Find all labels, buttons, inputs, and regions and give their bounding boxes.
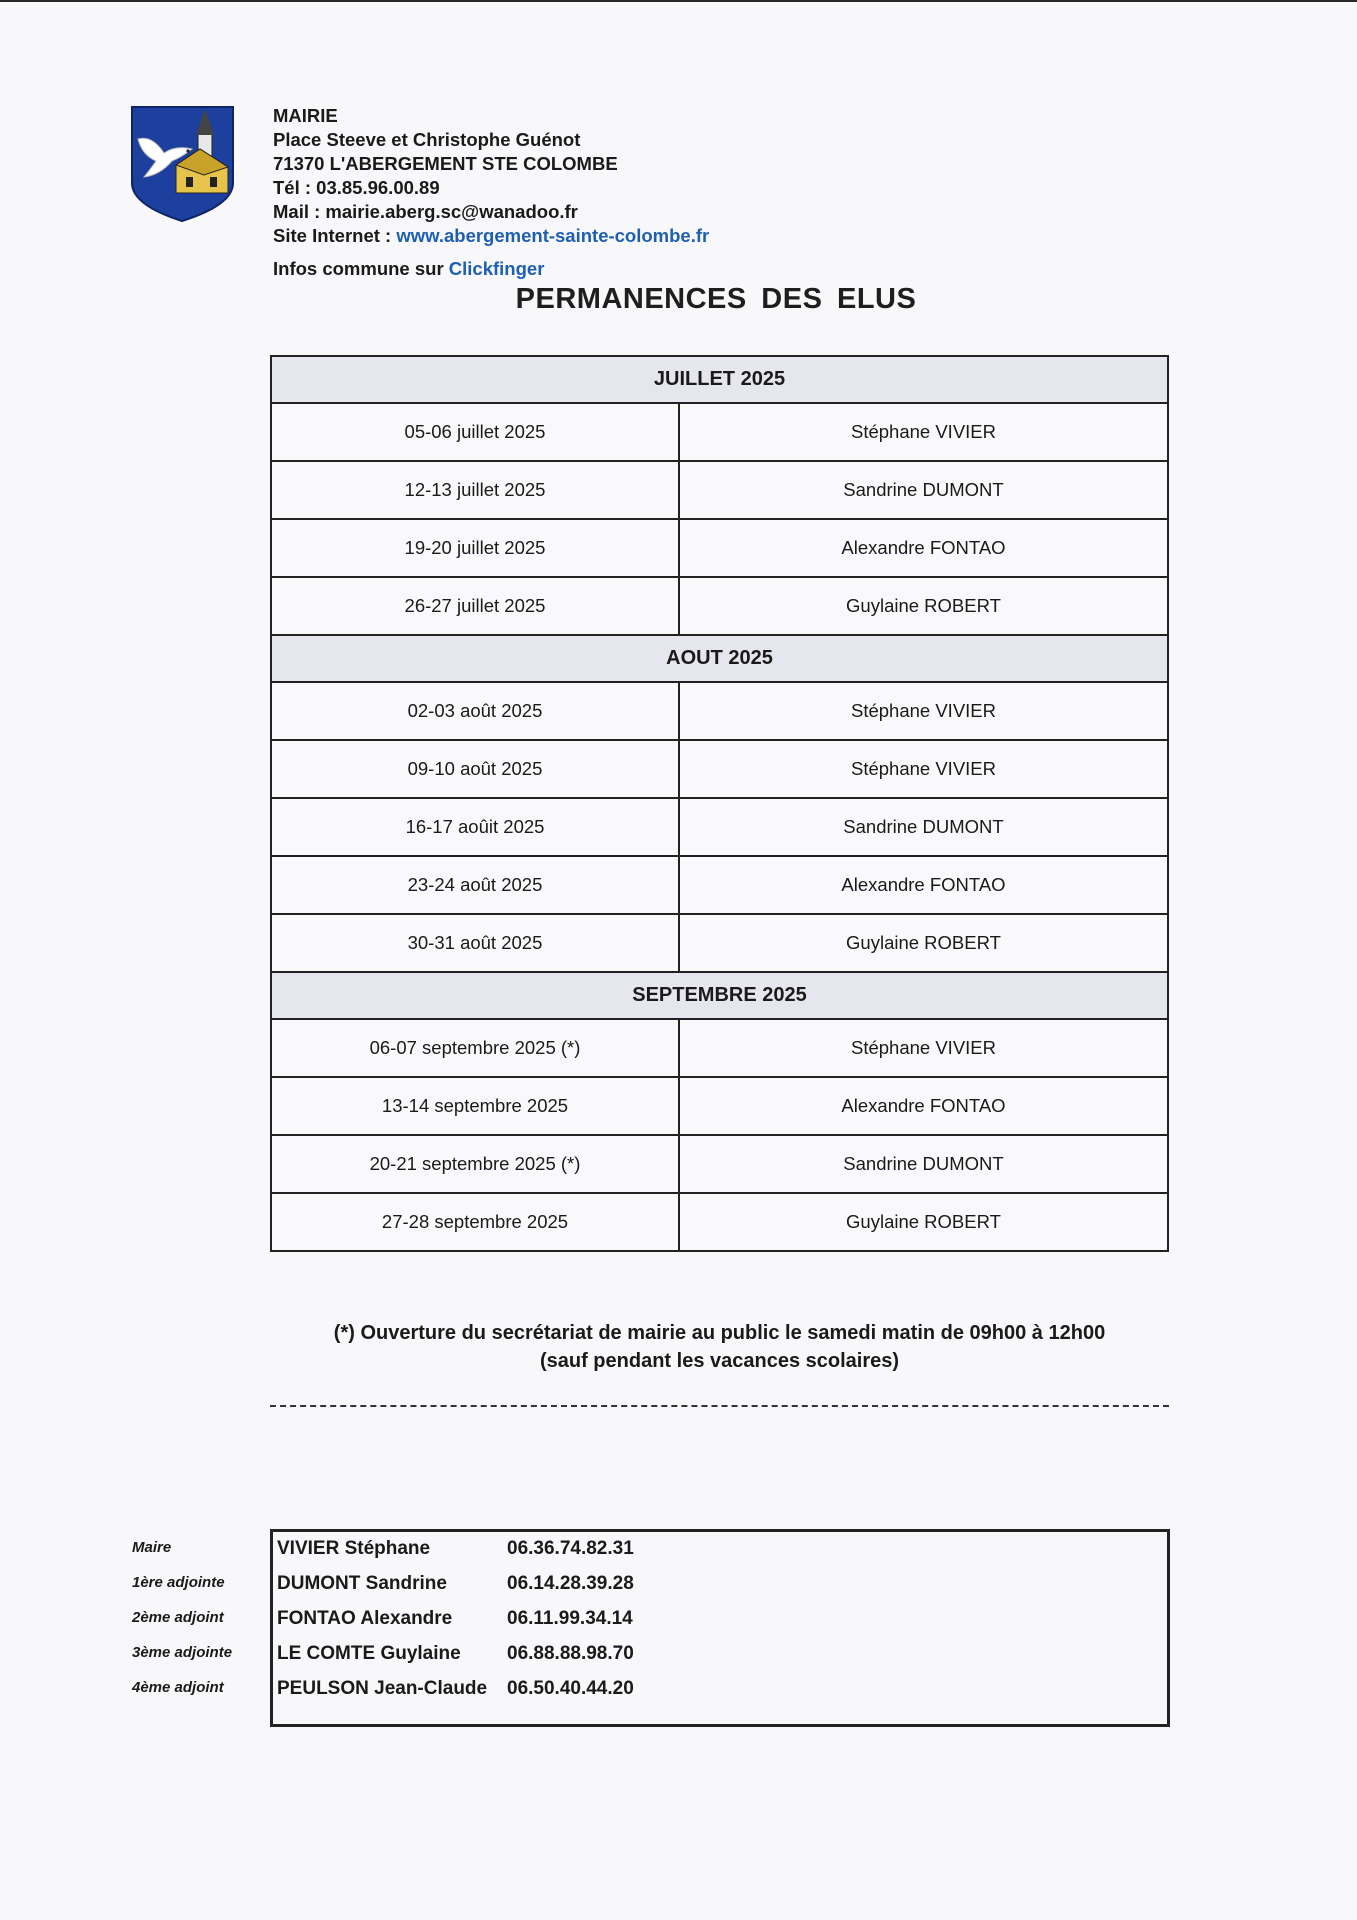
date-cell: 13-14 septembre 2025 — [272, 1078, 680, 1134]
date-cell: 23-24 août 2025 — [272, 857, 680, 913]
phone-label: Tél : — [273, 177, 317, 198]
elu-cell: Sandrine DUMONT — [843, 479, 1004, 500]
coat-of-arms-logo — [130, 105, 235, 223]
contact-name: VIVIER Stéphane — [277, 1538, 431, 1559]
table-row — [272, 462, 1167, 520]
role-labels — [132, 1535, 232, 1710]
opening-hours-note — [270, 1319, 1169, 1375]
elu-cell: Alexandre FONTAO — [841, 1095, 1006, 1116]
mail-address[interactable]: mairie.aberg.sc@wanadoo.fr — [325, 201, 578, 222]
date-cell: 02-03 août 2025 — [272, 683, 680, 739]
table-row — [272, 1020, 1167, 1078]
elu-cell: Stéphane VIVIER — [850, 421, 996, 442]
mairie-title: MAIRIE — [273, 105, 338, 126]
elu-cell: Alexandre FONTAO — [841, 537, 1006, 558]
role-label: 2ème adjoint — [132, 1609, 224, 1626]
note-line-1: (*) Ouverture du secrétariat de mairie au public le samedi matin de 09h00 à 12h00 — [333, 1322, 1106, 1344]
month-header: JUILLET 2025 — [272, 357, 1167, 404]
permanences-table — [270, 355, 1169, 1252]
date-cell: 12-13 juillet 2025 — [272, 462, 680, 518]
role-label: 4ème adjoint — [132, 1679, 224, 1696]
table-row — [272, 578, 1167, 636]
contact-name: LE COMTE Guylaine — [277, 1643, 461, 1664]
date-cell: 06-07 septembre 2025 (*) — [272, 1020, 680, 1076]
contact-row — [273, 1571, 1167, 1606]
date-cell: 26-27 juillet 2025 — [272, 578, 680, 634]
elu-cell: Alexandre FONTAO — [841, 874, 1006, 895]
role-label: Maire — [132, 1539, 172, 1556]
date-cell: 05-06 juillet 2025 — [272, 404, 680, 460]
elu-cell: Stéphane VIVIER — [850, 758, 996, 779]
website-link[interactable]: www.abergement-sainte-colombe.fr — [396, 225, 710, 246]
infos-line — [273, 257, 709, 281]
role-label: 1ère adjointe — [132, 1574, 225, 1591]
contact-row — [273, 1536, 1167, 1571]
elu-cell: Guylaine ROBERT — [846, 1211, 1001, 1232]
contact-name: DUMONT Sandrine — [277, 1573, 447, 1594]
mail-label: Mail : — [273, 201, 326, 222]
month-header: AOUT 2025 — [272, 636, 1167, 683]
phone-number: 03.85.96.00.89 — [316, 177, 440, 198]
elu-cell: Guylaine ROBERT — [846, 595, 1001, 616]
contact-phone: 06.50.40.44.20 — [507, 1678, 634, 1699]
address-line-1: Place Steeve et Christophe Guénot — [273, 129, 581, 150]
contact-phone: 06.14.28.39.28 — [507, 1573, 634, 1594]
table-row — [272, 799, 1167, 857]
contact-row — [273, 1606, 1167, 1641]
table-row — [272, 1194, 1167, 1250]
contact-row — [273, 1676, 1167, 1711]
mairie-header — [273, 104, 709, 281]
table-row — [272, 404, 1167, 462]
date-cell: 20-21 septembre 2025 (*) — [272, 1136, 680, 1192]
contact-phone: 06.88.88.98.70 — [507, 1643, 634, 1664]
table-row — [272, 857, 1167, 915]
phone-line — [273, 176, 709, 200]
page-title: PERMANENCES DES ELUS — [515, 283, 917, 315]
date-cell: 09-10 août 2025 — [272, 741, 680, 797]
table-row — [272, 1078, 1167, 1136]
elu-cell: Sandrine DUMONT — [843, 816, 1004, 837]
elu-cell: Guylaine ROBERT — [846, 932, 1001, 953]
top-border — [0, 0, 1357, 2]
contact-row — [273, 1641, 1167, 1676]
table-row — [272, 915, 1167, 973]
note-line-2: (sauf pendant les vacances scolaires) — [539, 1350, 900, 1372]
contact-phone: 06.11.99.34.14 — [507, 1608, 633, 1629]
mail-line — [273, 200, 709, 224]
address-line-2: 71370 L'ABERGEMENT STE COLOMBE — [273, 153, 618, 174]
website-line — [273, 224, 709, 248]
elu-cell: Stéphane VIVIER — [850, 1037, 996, 1058]
dashed-divider — [270, 1405, 1169, 1407]
month-header: SEPTEMBRE 2025 — [272, 973, 1167, 1020]
elu-cell: Sandrine DUMONT — [843, 1153, 1004, 1174]
website-label: Site Internet : — [273, 225, 397, 246]
table-row — [272, 520, 1167, 578]
elu-cell: Stéphane VIVIER — [850, 700, 996, 721]
clickfinger-link[interactable]: Clickfinger — [448, 258, 545, 279]
table-row — [272, 1136, 1167, 1194]
contact-name: PEULSON Jean-Claude — [277, 1678, 488, 1699]
contact-name: FONTAO Alexandre — [277, 1608, 453, 1629]
table-row — [272, 683, 1167, 741]
date-cell: 19-20 juillet 2025 — [272, 520, 680, 576]
date-cell: 30-31 août 2025 — [272, 915, 680, 971]
date-cell: 16-17 aoûit 2025 — [272, 799, 680, 855]
role-label: 3ème adjointe — [132, 1644, 233, 1661]
infos-label: Infos commune sur — [273, 258, 449, 279]
contacts-box — [270, 1529, 1170, 1727]
table-row — [272, 741, 1167, 799]
date-cell: 27-28 septembre 2025 — [272, 1194, 680, 1250]
contact-phone: 06.36.74.82.31 — [507, 1538, 634, 1559]
